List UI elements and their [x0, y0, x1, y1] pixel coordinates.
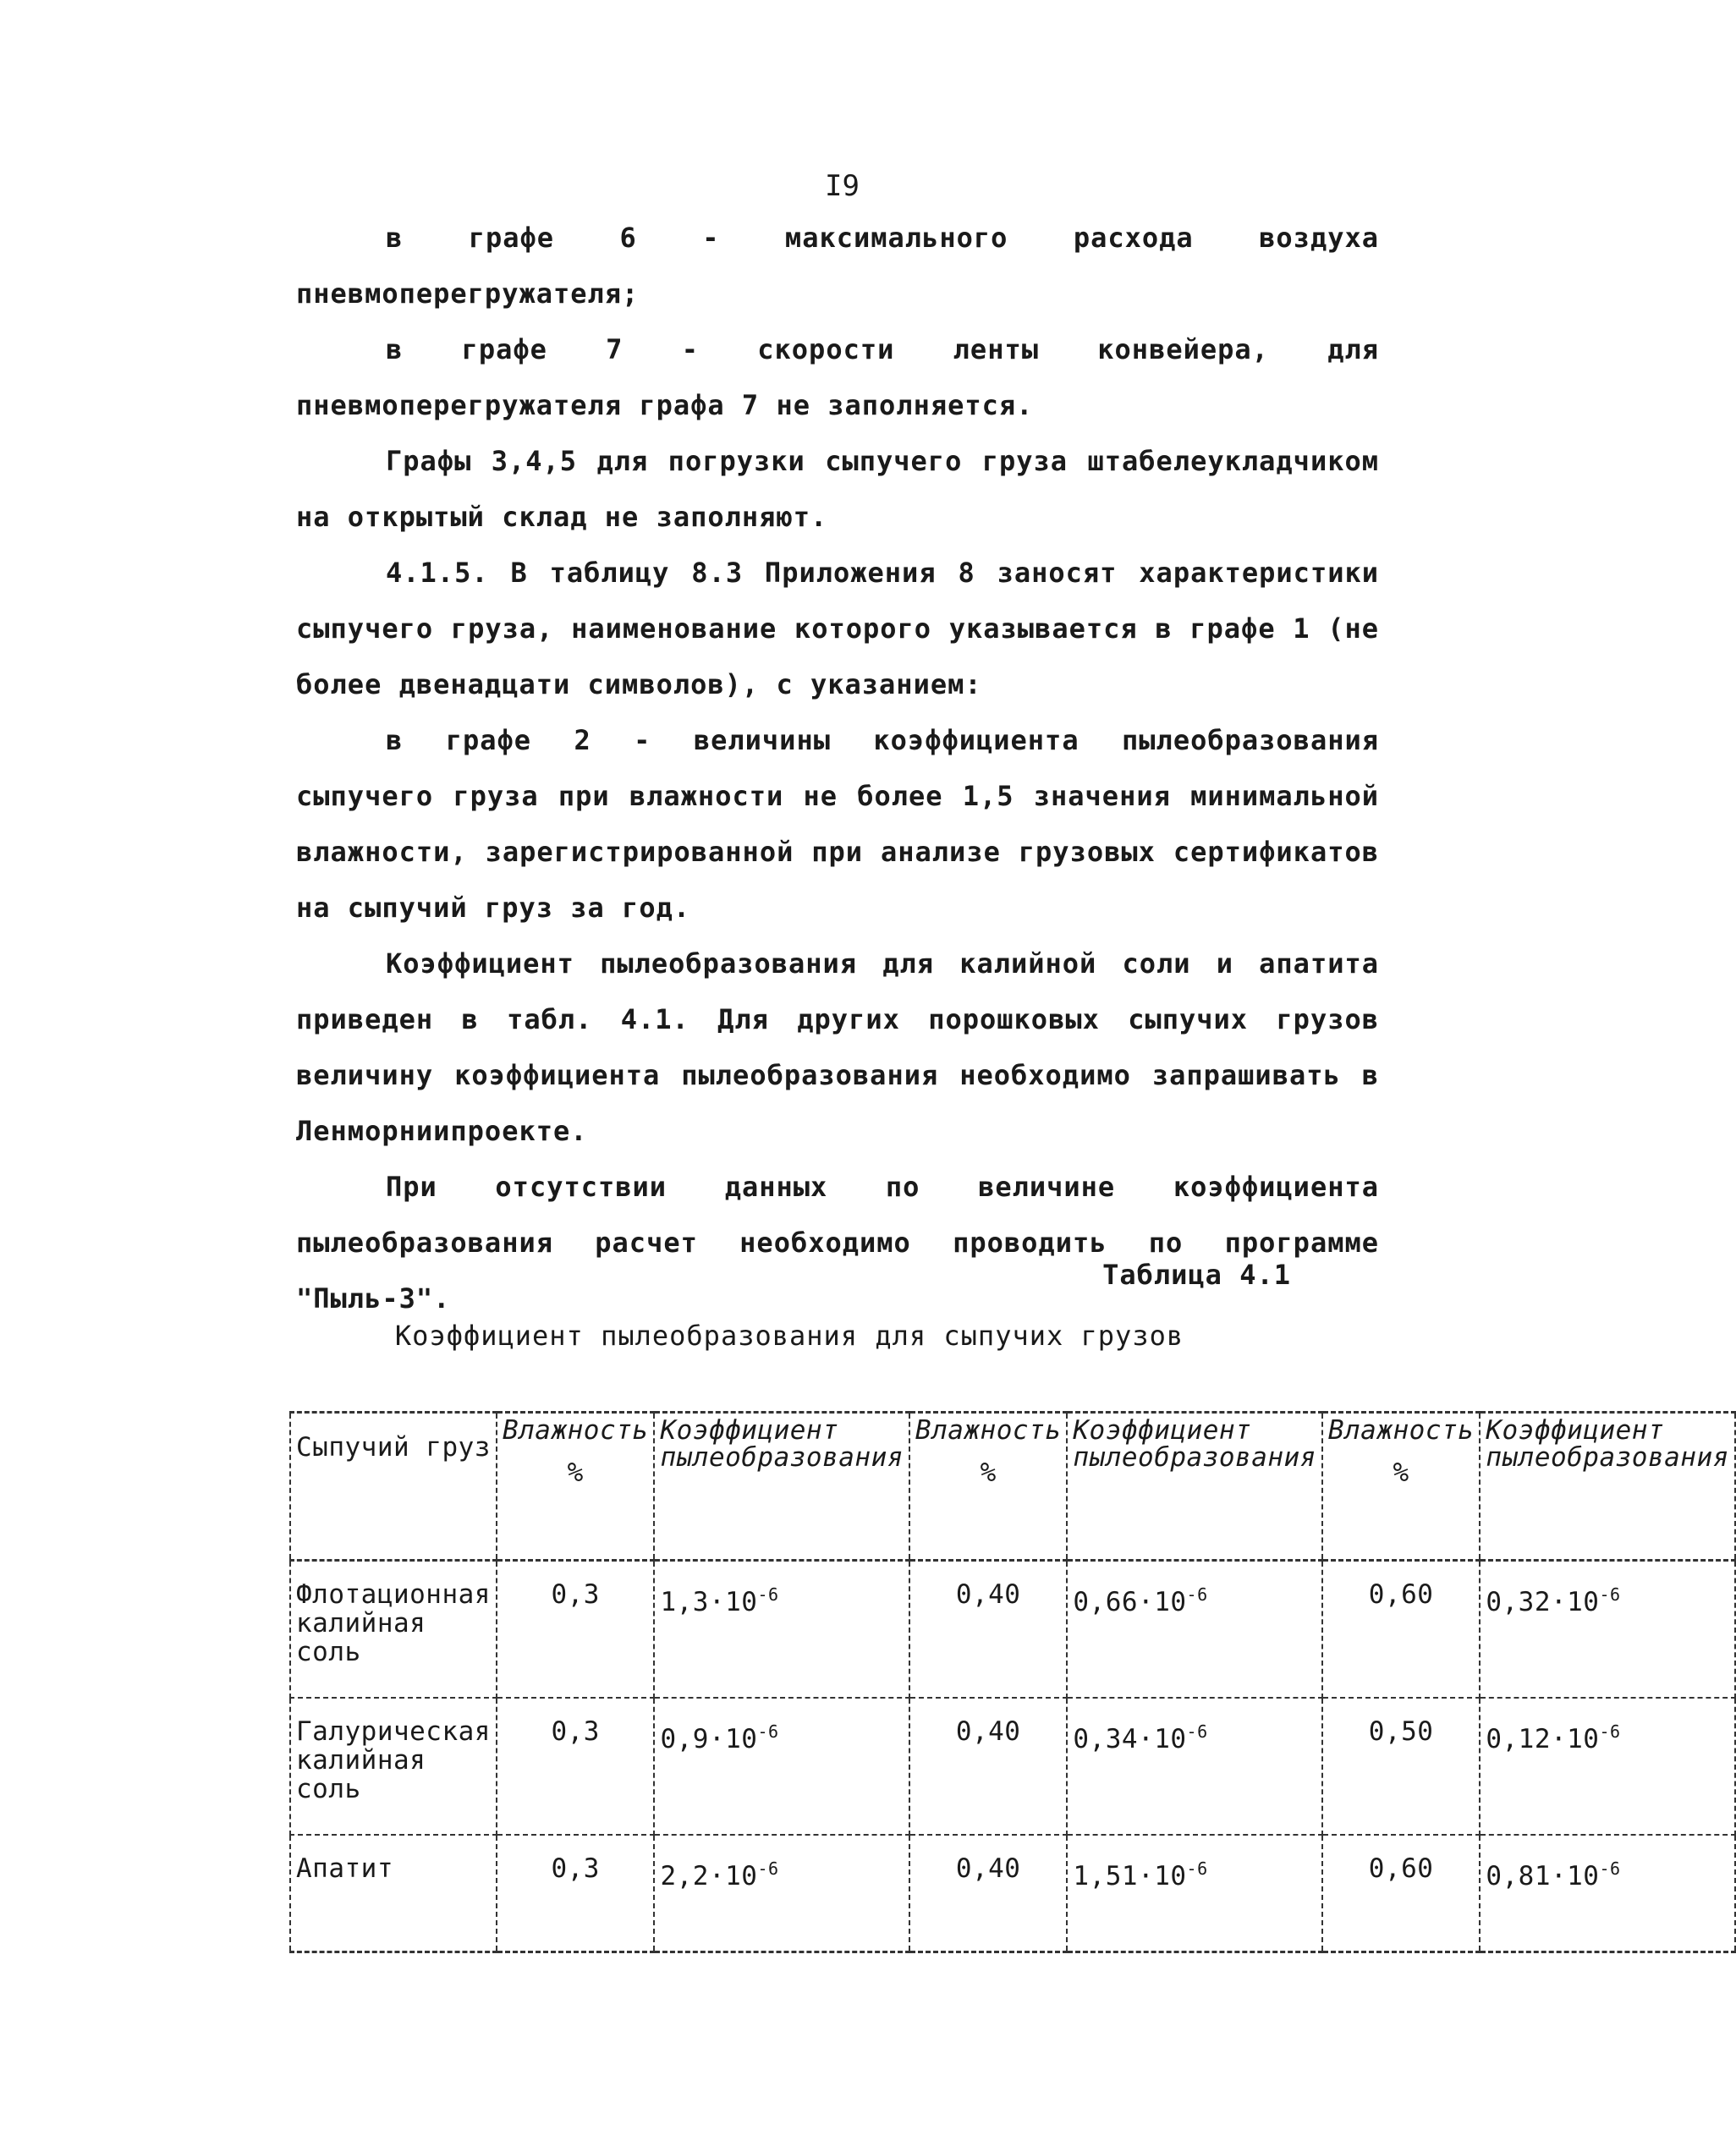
paragraph: в графе 2 - величины коэффициента пылеобразования сыпучего груза при влажности не более 1,5 значения минимальной влажности, зарегистрированной при анализе грузовых сертификатов на сыпучий груз за год. — [296, 724, 1379, 924]
header-moisture-unit: % — [1393, 1458, 1409, 1488]
coef-mantissa: 0,81·10 — [1486, 1861, 1600, 1891]
cell-coefficient — [1067, 1835, 1321, 1952]
cell-coefficient — [1480, 1561, 1734, 1699]
coef-exponent: -6 — [1186, 1584, 1208, 1605]
paragraph: в графе 6 - максимального расхода воздуха пневмоперегружателя; — [296, 222, 1379, 310]
header-coefficient: Коэффициент пылеобразования — [654, 1413, 909, 1561]
coef-exponent: -6 — [757, 1858, 779, 1879]
coef-exponent: -6 — [1599, 1721, 1621, 1742]
paragraph: При отсутствии данных по величине коэффициента пылеобразования расчет необходимо проводить по программе "Пыль-3". — [296, 1171, 1379, 1315]
cell-cargo: Флотационная калийная соль — [290, 1561, 497, 1699]
header-moisture-unit: % — [567, 1458, 584, 1488]
coef-mantissa: 0,9·10 — [660, 1724, 758, 1754]
header-cargo: Сыпучий груз — [290, 1413, 497, 1561]
table-header-row — [290, 1413, 1735, 1561]
cell-moisture: 0,40 — [909, 1835, 1067, 1952]
paragraph: в графе 7 - скорости ленты конвейера, для пневмоперегружателя графа 7 не заполняется. — [296, 333, 1379, 421]
table-label: Таблица 4.1 — [1102, 1259, 1291, 1291]
table-title: Коэффициент пылеобразования для сыпучих грузов — [394, 1320, 1184, 1352]
coef-exponent: -6 — [1186, 1721, 1208, 1742]
paragraph: Коэффициент пылеобразования для калийной соли и апатита приведен в табл. 4.1. Для других порошковых сыпучих грузов величину коэффициента пылеобразования необходимо запрашивать в Ленморниипроекте. — [296, 947, 1379, 1147]
header-moisture-label: Влажность — [502, 1415, 649, 1446]
cell-coefficient — [654, 1698, 909, 1835]
paragraph: Графы 3,4,5 для погрузки сыпучего груза штабелеукладчиком на открытый склад не заполняют. — [296, 445, 1379, 533]
cell-coefficient — [654, 1835, 909, 1952]
coef-exponent: -6 — [1599, 1584, 1621, 1605]
coef-exponent: -6 — [1599, 1858, 1621, 1879]
cell-coefficient — [654, 1561, 909, 1699]
cell-coefficient — [1480, 1835, 1734, 1952]
cell-coefficient — [1067, 1561, 1321, 1699]
cell-moisture: 0,40 — [909, 1698, 1067, 1835]
cell-moisture: 0,50 — [1322, 1698, 1480, 1835]
coef-exponent: -6 — [757, 1721, 779, 1742]
cell-moisture: 0,3 — [497, 1698, 654, 1835]
header-moisture-label: Влажность — [1327, 1415, 1475, 1446]
cell-cargo: Апатит — [290, 1835, 497, 1952]
coef-mantissa: 1,51·10 — [1073, 1861, 1187, 1891]
cell-moisture: 0,3 — [497, 1835, 654, 1952]
coef-mantissa: 0,32·10 — [1486, 1587, 1600, 1617]
header-moisture — [497, 1413, 654, 1561]
coef-mantissa: 0,66·10 — [1073, 1587, 1187, 1617]
cell-cargo: Галурическая калийная соль — [290, 1698, 497, 1835]
cell-coefficient — [1067, 1698, 1321, 1835]
coef-mantissa: 0,12·10 — [1486, 1724, 1600, 1754]
dust-coefficient-table — [289, 1411, 1736, 1953]
coef-exponent: -6 — [757, 1584, 779, 1605]
header-moisture — [1322, 1413, 1480, 1561]
cell-moisture: 0,40 — [909, 1561, 1067, 1699]
cell-moisture: 0,60 — [1322, 1835, 1480, 1952]
cell-moisture: 0,60 — [1322, 1561, 1480, 1699]
coef-mantissa: 0,34·10 — [1073, 1724, 1187, 1754]
header-moisture — [909, 1413, 1067, 1561]
header-moisture-label: Влажность — [915, 1415, 1062, 1446]
table-row — [290, 1561, 1735, 1699]
header-coefficient: Коэффициент пылеобразования — [1480, 1413, 1734, 1561]
paragraph: 4.1.5. В таблицу 8.3 Приложения 8 заносят характеристики сыпучего груза, наименование которого указывается в графе 1 (не более двенадцати символов), с указанием: — [296, 557, 1379, 700]
cell-moisture: 0,3 — [497, 1561, 654, 1699]
coef-exponent: -6 — [1186, 1858, 1208, 1879]
header-coefficient: Коэффициент пылеобразования — [1067, 1413, 1321, 1561]
coef-mantissa: 2,2·10 — [660, 1861, 758, 1891]
table-row — [290, 1698, 1735, 1835]
cell-coefficient — [1480, 1698, 1734, 1835]
header-moisture-unit: % — [980, 1458, 997, 1488]
page-number: I9 — [825, 169, 860, 203]
coef-mantissa: 1,3·10 — [660, 1587, 758, 1617]
table-row — [290, 1835, 1735, 1952]
body-text — [296, 210, 1379, 1326]
